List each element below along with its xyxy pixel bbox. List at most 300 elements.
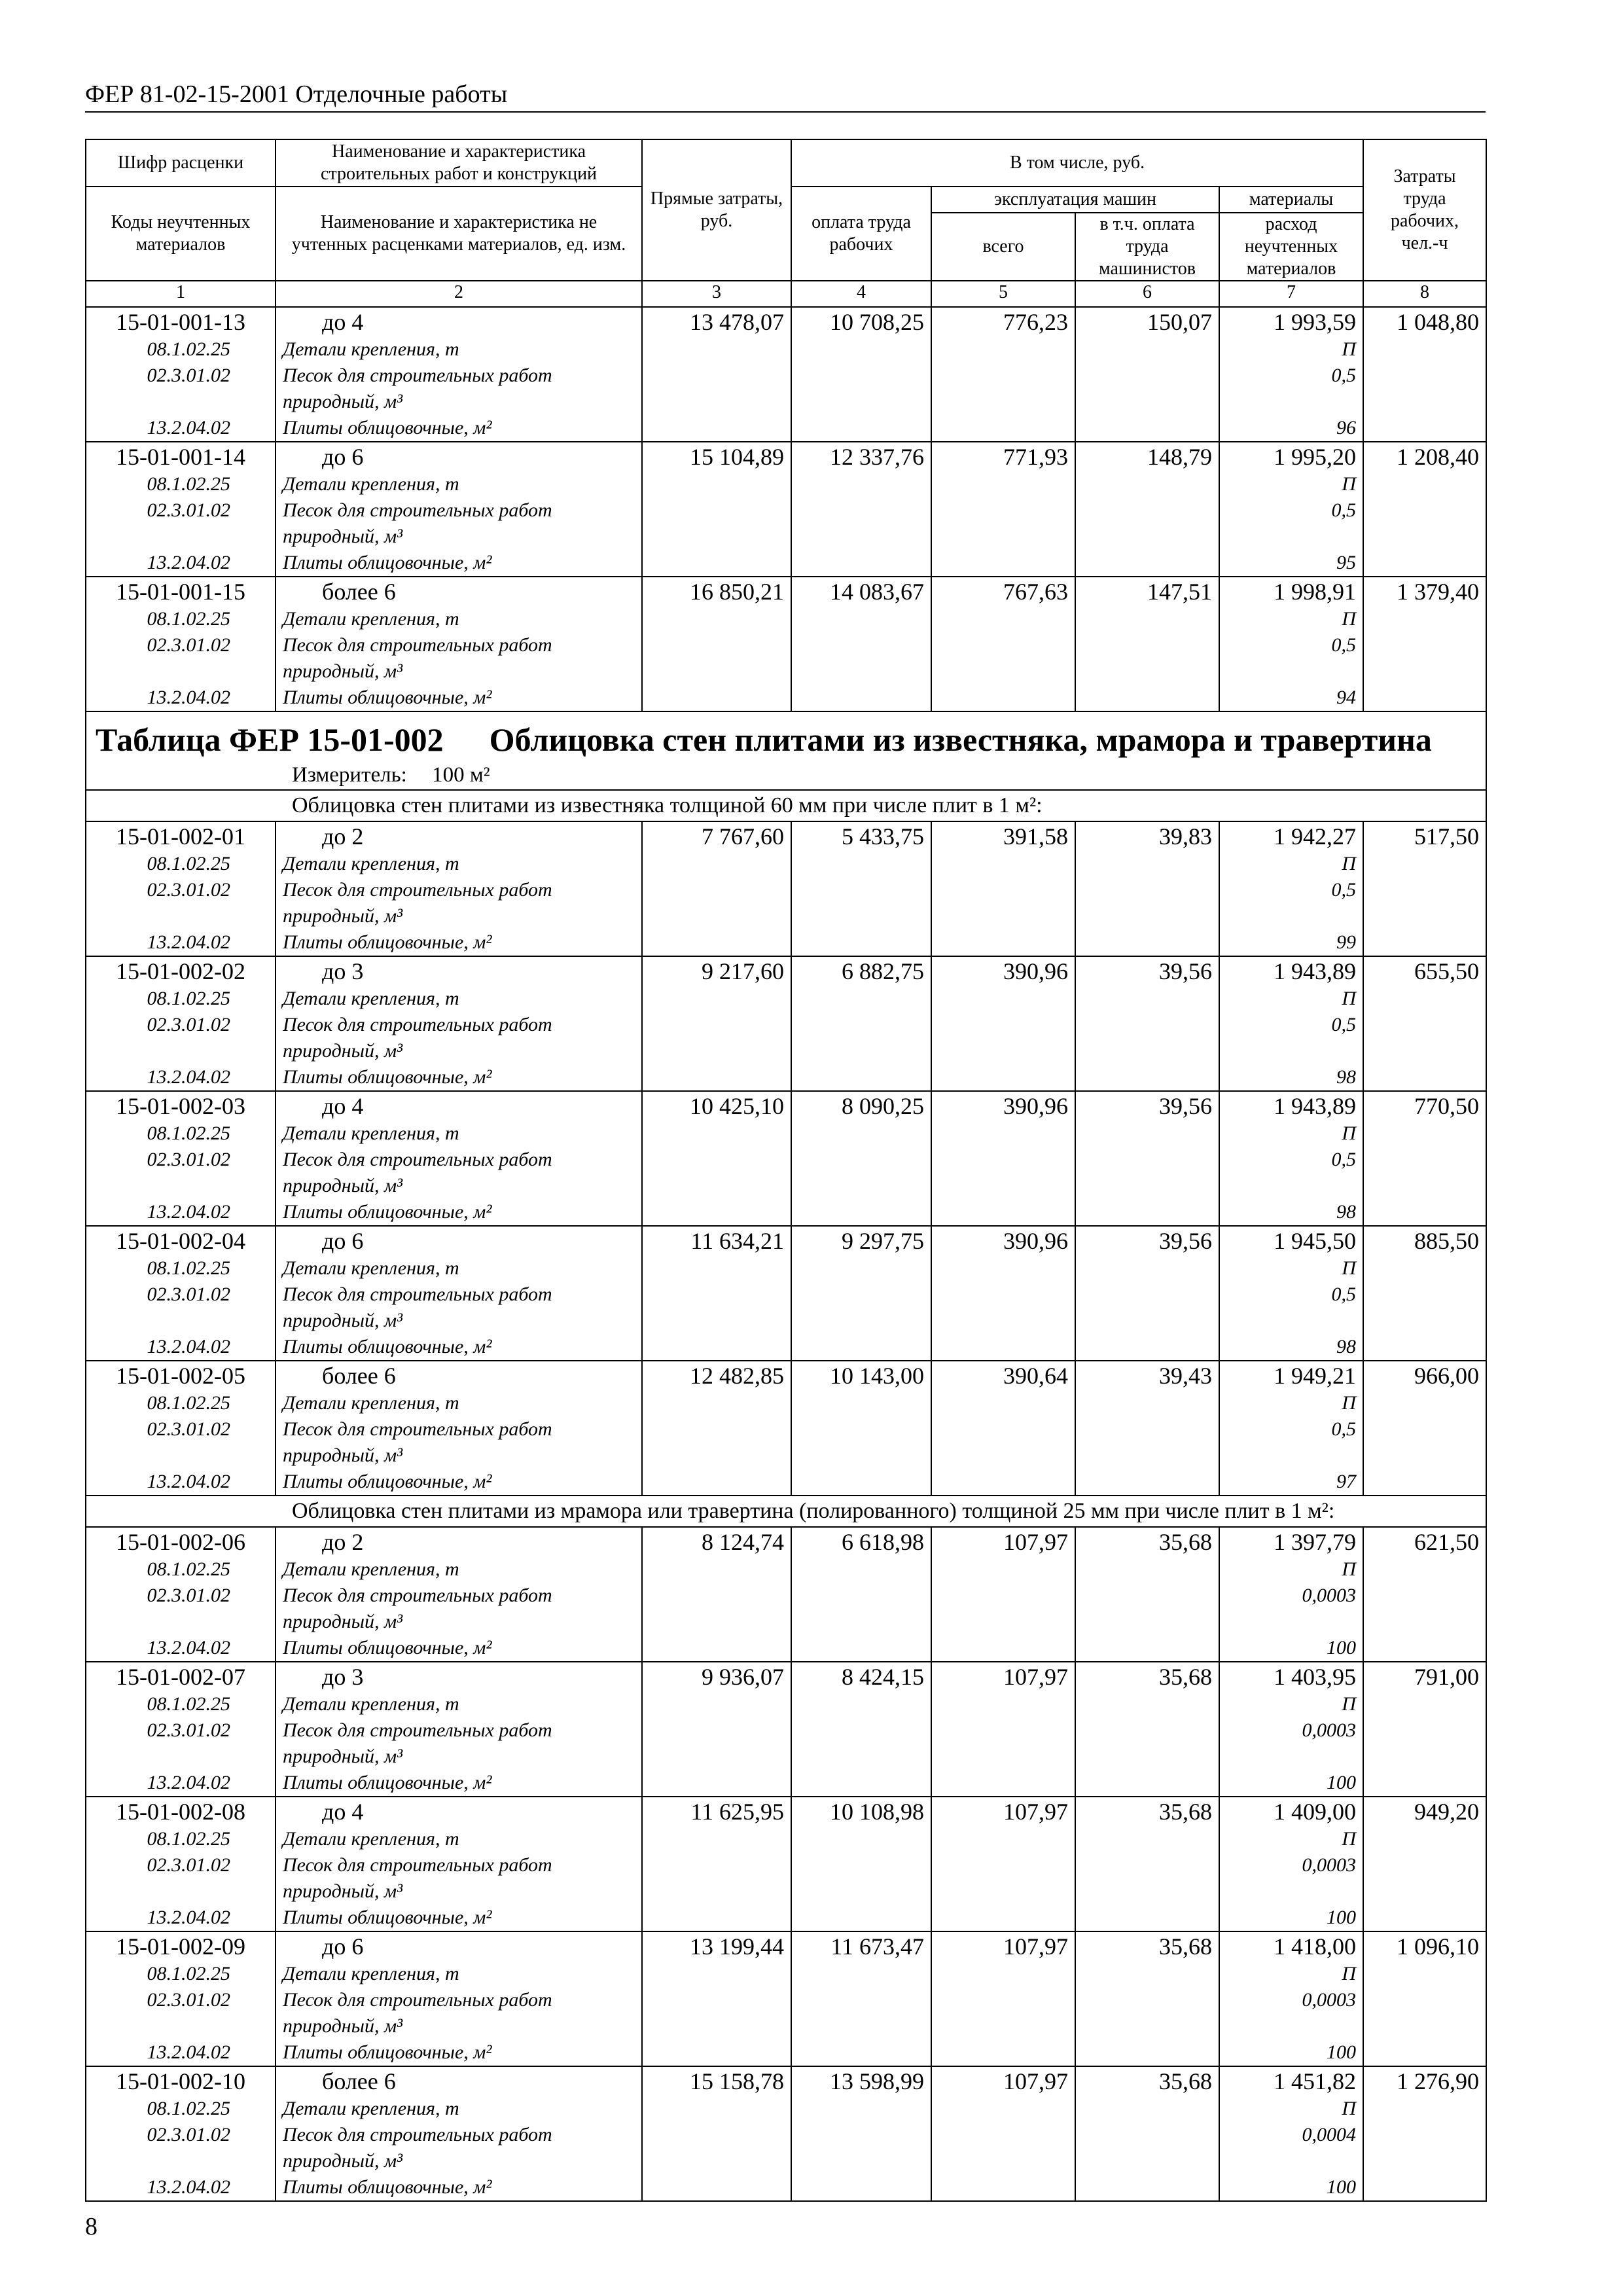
material-name: природный, м³ [276, 2148, 642, 2174]
col-number: 8 [1363, 281, 1486, 307]
empty-cell [791, 2096, 931, 2122]
material-consumption [1219, 2013, 1363, 2039]
unit-line [86, 761, 1486, 790]
material-row [86, 1556, 1486, 1583]
empty-cell [1075, 1987, 1219, 2013]
empty-cell [931, 1121, 1075, 1147]
empty-cell [791, 851, 931, 877]
material-code: 02.3.01.02 [86, 632, 276, 658]
empty-cell [1075, 1199, 1219, 1226]
material-code: 02.3.01.02 [86, 1282, 276, 1308]
material-consumption: 100 [1219, 1905, 1363, 1931]
material-consumption [1219, 2148, 1363, 2174]
empty-cell [931, 1199, 1075, 1226]
materials-cost: 1 943,89 [1219, 1091, 1363, 1121]
col-number: 5 [931, 281, 1075, 307]
empty-cell [1363, 1334, 1486, 1361]
empty-cell [1363, 1255, 1486, 1282]
wages-cost: 5 433,75 [791, 821, 931, 851]
empty-cell [1363, 632, 1486, 658]
material-name: Детали крепления, т [276, 1390, 642, 1416]
material-consumption [1219, 1878, 1363, 1905]
empty-cell [1075, 903, 1219, 929]
material-consumption: 100 [1219, 2039, 1363, 2066]
materials-cost: 1 949,21 [1219, 1361, 1363, 1390]
material-row [86, 1390, 1486, 1416]
empty-cell [791, 497, 931, 524]
col-matcode-header: Коды неучтенных материалов [86, 187, 276, 281]
empty-cell [1075, 929, 1219, 956]
materials-cost: 1 942,27 [1219, 821, 1363, 851]
rate-row [86, 577, 1486, 606]
materials-cost: 1 998,91 [1219, 577, 1363, 606]
material-consumption: 0,0004 [1219, 2122, 1363, 2148]
rate-name: до 2 [276, 1527, 642, 1556]
empty-cell [1363, 2039, 1486, 2066]
rate-name: до 2 [276, 821, 642, 851]
empty-cell [1363, 1282, 1486, 1308]
material-consumption: 0,5 [1219, 1282, 1363, 1308]
empty-cell [931, 2122, 1075, 2148]
empty-cell [931, 1443, 1075, 1469]
empty-cell [1363, 1199, 1486, 1226]
empty-cell [642, 1635, 791, 1662]
empty-cell [931, 986, 1075, 1012]
empty-cell [931, 2174, 1075, 2201]
material-consumption: П [1219, 471, 1363, 497]
rate-row [86, 1091, 1486, 1121]
empty-cell [931, 1691, 1075, 1717]
material-name: Плиты облицовочные, м² [276, 415, 642, 442]
material-consumption [1219, 1443, 1363, 1469]
material-name: природный, м³ [276, 1308, 642, 1334]
empty-cell [642, 2013, 791, 2039]
empty-cell [1363, 471, 1486, 497]
wages-cost: 6 882,75 [791, 956, 931, 986]
rate-name: более 6 [276, 2066, 642, 2096]
wages-cost: 8 090,25 [791, 1091, 931, 1121]
empty-cell [791, 1826, 931, 1852]
material-row [86, 1609, 1486, 1635]
material-consumption: 0,5 [1219, 1147, 1363, 1173]
labor-cost: 517,50 [1363, 821, 1486, 851]
material-code: 13.2.04.02 [86, 685, 276, 711]
empty-cell [791, 2174, 931, 2201]
rate-code: 15-01-002-09 [86, 1931, 276, 1961]
empty-cell [1075, 1308, 1219, 1334]
material-row [86, 1416, 1486, 1443]
wages-cost: 8 424,15 [791, 1662, 931, 1691]
empty-cell [1363, 1635, 1486, 1662]
materials-cost: 1 397,79 [1219, 1527, 1363, 1556]
col-number: 3 [642, 281, 791, 307]
material-code: 13.2.04.02 [86, 1469, 276, 1496]
direct-cost: 8 124,74 [642, 1527, 791, 1556]
col-machines-wages-header: в т.ч. оплата труда машинистов [1075, 213, 1219, 281]
empty-cell [1363, 1878, 1486, 1905]
empty-cell [791, 1583, 931, 1609]
table-title [86, 711, 1486, 761]
empty-cell [1363, 1744, 1486, 1770]
empty-cell [1075, 1443, 1219, 1469]
machinist-wages: 39,56 [1075, 1091, 1219, 1121]
rate-name: до 3 [276, 1662, 642, 1691]
empty-cell [791, 1038, 931, 1064]
rate-row [86, 956, 1486, 986]
empty-cell [791, 1878, 931, 1905]
empty-cell [931, 497, 1075, 524]
col-direct-header: Прямые затраты, руб. [642, 139, 791, 281]
labor-cost: 1 048,80 [1363, 307, 1486, 336]
empty-cell [931, 1255, 1075, 1282]
materials-cost: 1 945,50 [1219, 1226, 1363, 1255]
machines-cost: 767,63 [931, 577, 1075, 606]
wages-cost: 14 083,67 [791, 577, 931, 606]
empty-cell [791, 1691, 931, 1717]
material-consumption [1219, 389, 1363, 415]
material-consumption [1219, 903, 1363, 929]
empty-cell [931, 2148, 1075, 2174]
empty-cell [1075, 1255, 1219, 1282]
material-name: Плиты облицовочные, м² [276, 929, 642, 956]
empty-cell [931, 363, 1075, 389]
col-machines-header: эксплуатация машин [931, 187, 1219, 213]
material-consumption: П [1219, 986, 1363, 1012]
empty-cell [791, 1282, 931, 1308]
material-consumption: 100 [1219, 2174, 1363, 2201]
material-row [86, 1173, 1486, 1199]
material-row [86, 1635, 1486, 1662]
material-code: 02.3.01.02 [86, 877, 276, 903]
material-row [86, 1443, 1486, 1469]
empty-cell [1363, 1012, 1486, 1038]
rate-code: 15-01-002-10 [86, 2066, 276, 2096]
material-row [86, 363, 1486, 389]
empty-cell [1363, 1826, 1486, 1852]
material-row [86, 389, 1486, 415]
material-consumption: 0,5 [1219, 497, 1363, 524]
empty-cell [791, 1121, 931, 1147]
material-code: 13.2.04.02 [86, 1905, 276, 1931]
empty-cell [642, 1064, 791, 1091]
wages-cost: 10 143,00 [791, 1361, 931, 1390]
direct-cost: 16 850,21 [642, 577, 791, 606]
material-name: Детали крепления, т [276, 1961, 642, 1987]
empty-cell [931, 658, 1075, 685]
material-consumption: 100 [1219, 1635, 1363, 1662]
empty-cell [791, 363, 931, 389]
wages-cost: 11 673,47 [791, 1931, 931, 1961]
material-consumption: 0,5 [1219, 632, 1363, 658]
material-consumption [1219, 524, 1363, 550]
empty-cell [931, 1282, 1075, 1308]
material-row [86, 1826, 1486, 1852]
material-row [86, 471, 1486, 497]
empty-cell [1363, 1987, 1486, 2013]
empty-cell [642, 1469, 791, 1496]
empty-cell [931, 929, 1075, 956]
empty-cell [1363, 1308, 1486, 1334]
empty-cell [1075, 1609, 1219, 1635]
rate-code: 15-01-001-13 [86, 307, 276, 336]
wages-cost: 9 297,75 [791, 1226, 931, 1255]
empty-cell [642, 1173, 791, 1199]
empty-cell [931, 524, 1075, 550]
empty-cell [791, 1390, 931, 1416]
empty-cell [642, 1556, 791, 1583]
machines-cost: 771,93 [931, 442, 1075, 471]
direct-cost: 12 482,85 [642, 1361, 791, 1390]
empty-cell [642, 1717, 791, 1744]
empty-cell [791, 1635, 931, 1662]
empty-cell [791, 1334, 931, 1361]
material-name: Песок для строительных работ [276, 1012, 642, 1038]
material-name: природный, м³ [276, 1878, 642, 1905]
machines-cost: 390,96 [931, 1226, 1075, 1255]
empty-cell [1363, 1173, 1486, 1199]
empty-cell [642, 1199, 791, 1226]
machinist-wages: 150,07 [1075, 307, 1219, 336]
empty-cell [1363, 363, 1486, 389]
empty-cell [642, 606, 791, 632]
rate-row [86, 1226, 1486, 1255]
material-consumption: П [1219, 1255, 1363, 1282]
empty-cell [931, 1852, 1075, 1878]
rate-row [86, 1662, 1486, 1691]
material-name: Плиты облицовочные, м² [276, 550, 642, 577]
col-labor-header: Затраты труда рабочих, чел.-ч [1363, 139, 1486, 281]
empty-cell [931, 632, 1075, 658]
machines-cost: 390,64 [931, 1361, 1075, 1390]
labor-cost: 621,50 [1363, 1527, 1486, 1556]
empty-cell [791, 1852, 931, 1878]
empty-cell [642, 1121, 791, 1147]
empty-cell [791, 1308, 931, 1334]
empty-cell [791, 1064, 931, 1091]
empty-cell [791, 1012, 931, 1038]
rate-name: до 3 [276, 956, 642, 986]
empty-cell [931, 2039, 1075, 2066]
col-machines-total-header: всего [931, 213, 1075, 281]
empty-cell [1075, 1173, 1219, 1199]
empty-cell [931, 1770, 1075, 1797]
material-code: 02.3.01.02 [86, 1852, 276, 1878]
empty-cell [1075, 1691, 1219, 1717]
empty-cell [931, 336, 1075, 363]
empty-cell [1075, 1147, 1219, 1173]
material-consumption: П [1219, 2096, 1363, 2122]
material-name: Детали крепления, т [276, 1691, 642, 1717]
material-code: 08.1.02.25 [86, 606, 276, 632]
rate-code: 15-01-001-15 [86, 577, 276, 606]
wages-cost: 6 618,98 [791, 1527, 931, 1556]
material-code: 02.3.01.02 [86, 1416, 276, 1443]
labor-cost: 966,00 [1363, 1361, 1486, 1390]
empty-cell [642, 1609, 791, 1635]
machines-cost: 107,97 [931, 1527, 1075, 1556]
empty-cell [642, 524, 791, 550]
empty-cell [931, 1609, 1075, 1635]
empty-cell [931, 1064, 1075, 1091]
material-row [86, 1878, 1486, 1905]
material-code: 13.2.04.02 [86, 1064, 276, 1091]
empty-cell [1075, 685, 1219, 711]
empty-cell [1075, 658, 1219, 685]
material-name: природный, м³ [276, 658, 642, 685]
empty-cell [1075, 471, 1219, 497]
machinist-wages: 39,43 [1075, 1361, 1219, 1390]
table-name: Облицовка стен плитами из известняка, мрамора и травертина [489, 721, 1432, 758]
empty-cell [1363, 1717, 1486, 1744]
machinist-wages: 35,68 [1075, 1662, 1219, 1691]
rate-row [86, 307, 1486, 336]
material-row [86, 1961, 1486, 1987]
empty-cell [1075, 1012, 1219, 1038]
material-consumption: 98 [1219, 1334, 1363, 1361]
material-consumption: 95 [1219, 550, 1363, 577]
empty-cell [1363, 2122, 1486, 2148]
col-incl-header: В том числе, руб. [791, 139, 1363, 187]
empty-cell [931, 1012, 1075, 1038]
empty-cell [1363, 1961, 1486, 1987]
material-code [86, 524, 276, 550]
labor-cost: 1 096,10 [1363, 1931, 1486, 1961]
empty-cell [791, 2013, 931, 2039]
material-code: 02.3.01.02 [86, 1012, 276, 1038]
empty-cell [791, 986, 931, 1012]
material-consumption: П [1219, 336, 1363, 363]
material-code: 02.3.01.02 [86, 1987, 276, 2013]
material-consumption: 0,5 [1219, 363, 1363, 389]
wages-cost: 10 708,25 [791, 307, 931, 336]
empty-cell [791, 1987, 931, 2013]
rate-row [86, 2066, 1486, 2096]
material-code: 02.3.01.02 [86, 497, 276, 524]
empty-cell [642, 2148, 791, 2174]
machinist-wages: 39,56 [1075, 1226, 1219, 1255]
empty-cell [642, 658, 791, 685]
empty-cell [642, 2096, 791, 2122]
empty-cell [642, 1852, 791, 1878]
rate-code: 15-01-002-08 [86, 1797, 276, 1826]
direct-cost: 13 199,44 [642, 1931, 791, 1961]
empty-cell [931, 1556, 1075, 1583]
labor-cost: 1 379,40 [1363, 577, 1486, 606]
empty-cell [642, 1691, 791, 1717]
material-code: 13.2.04.02 [86, 2174, 276, 2201]
subsection-heading: Облицовка стен плитами из мрамора или травертина (полированного) толщиной 25 мм при числе плит в 1 м²: [86, 1496, 1486, 1527]
material-row [86, 1282, 1486, 1308]
direct-cost: 11 625,95 [642, 1797, 791, 1826]
material-consumption: 100 [1219, 1770, 1363, 1797]
empty-cell [1075, 1770, 1219, 1797]
material-row [86, 497, 1486, 524]
empty-cell [1363, 336, 1486, 363]
empty-cell [1075, 336, 1219, 363]
empty-cell [1363, 986, 1486, 1012]
empty-cell [1363, 1852, 1486, 1878]
materials-cost: 1 451,82 [1219, 2066, 1363, 2096]
material-code: 13.2.04.02 [86, 1334, 276, 1361]
empty-cell [931, 1987, 1075, 2013]
material-consumption: 97 [1219, 1469, 1363, 1496]
col-number: 7 [1219, 281, 1363, 307]
col-number: 6 [1075, 281, 1219, 307]
empty-cell [1363, 1038, 1486, 1064]
material-code: 08.1.02.25 [86, 986, 276, 1012]
empty-cell [1075, 1469, 1219, 1496]
materials-cost: 1 418,00 [1219, 1931, 1363, 1961]
empty-cell [1363, 1556, 1486, 1583]
material-name: природный, м³ [276, 1609, 642, 1635]
empty-cell [791, 2039, 931, 2066]
material-row [86, 550, 1486, 577]
material-code: 08.1.02.25 [86, 1121, 276, 1147]
machines-cost: 776,23 [931, 307, 1075, 336]
material-code: 13.2.04.02 [86, 1199, 276, 1226]
material-name: Плиты облицовочные, м² [276, 2039, 642, 2066]
material-row [86, 1012, 1486, 1038]
rate-name: до 6 [276, 442, 642, 471]
material-code [86, 1609, 276, 1635]
material-code: 08.1.02.25 [86, 336, 276, 363]
machinist-wages: 39,56 [1075, 956, 1219, 986]
empty-cell [1075, 2096, 1219, 2122]
material-row [86, 685, 1486, 711]
material-code: 02.3.01.02 [86, 1583, 276, 1609]
material-name: Детали крепления, т [276, 1556, 642, 1583]
direct-cost: 15 104,89 [642, 442, 791, 471]
material-row [86, 1717, 1486, 1744]
empty-cell [931, 1905, 1075, 1931]
material-row [86, 1744, 1486, 1770]
rate-name: до 4 [276, 1797, 642, 1826]
empty-cell [791, 1173, 931, 1199]
empty-cell [931, 903, 1075, 929]
material-name: Плиты облицовочные, м² [276, 1770, 642, 1797]
empty-cell [1075, 363, 1219, 389]
rate-code: 15-01-002-07 [86, 1662, 276, 1691]
material-consumption: П [1219, 851, 1363, 877]
empty-cell [1075, 1282, 1219, 1308]
empty-cell [931, 415, 1075, 442]
empty-cell [931, 1416, 1075, 1443]
empty-cell [1363, 1583, 1486, 1609]
empty-cell [642, 1961, 791, 1987]
wages-cost: 13 598,99 [791, 2066, 931, 2096]
empty-cell [791, 903, 931, 929]
empty-cell [642, 497, 791, 524]
empty-cell [1363, 1416, 1486, 1443]
material-consumption: 98 [1219, 1064, 1363, 1091]
material-consumption [1219, 1308, 1363, 1334]
empty-cell [642, 1308, 791, 1334]
empty-cell [1075, 1635, 1219, 1662]
material-code [86, 1038, 276, 1064]
machines-cost: 390,96 [931, 1091, 1075, 1121]
material-code [86, 1443, 276, 1469]
empty-cell [1363, 1469, 1486, 1496]
empty-cell [791, 929, 931, 956]
material-row [86, 1199, 1486, 1226]
material-row [86, 2013, 1486, 2039]
empty-cell [642, 986, 791, 1012]
material-name: природный, м³ [276, 389, 642, 415]
empty-cell [791, 1147, 931, 1173]
machines-cost: 391,58 [931, 821, 1075, 851]
empty-cell [1363, 2174, 1486, 2201]
empty-cell [791, 1469, 931, 1496]
